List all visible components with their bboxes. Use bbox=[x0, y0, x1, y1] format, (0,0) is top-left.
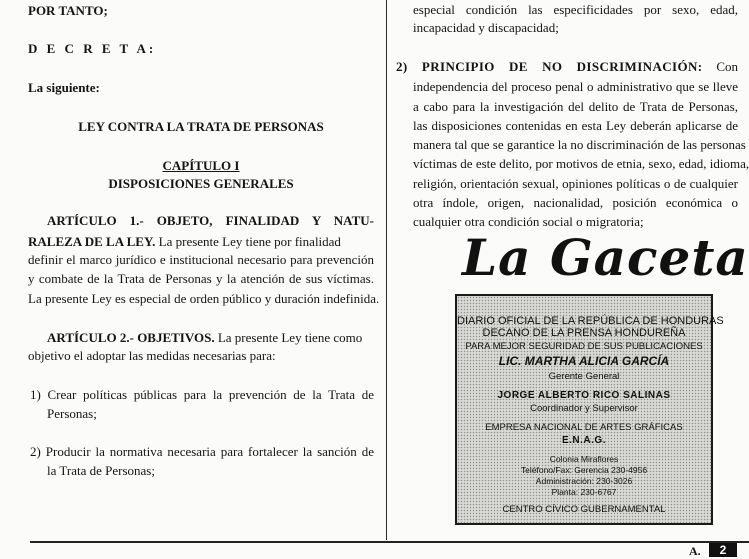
masthead-line: Gerente General bbox=[548, 371, 620, 382]
principle-2-text: Con bbox=[702, 59, 739, 74]
principle-2-line: cualquier otra condición social o migratoria; bbox=[413, 214, 644, 229]
continuation-line: especial condición las especificidades por sexo, edad, bbox=[413, 2, 738, 17]
column-divider bbox=[386, 0, 387, 540]
principle-2-line: víctimas de este delito, por motivos de etnia, sexo, edad, idioma, bbox=[413, 156, 749, 171]
masthead-director: LIC. MARTHA ALICIA GARCÍA bbox=[498, 354, 670, 368]
masthead-line: Coordinador y Supervisor bbox=[530, 403, 638, 414]
masthead-line: Planta: 230-6767 bbox=[551, 487, 617, 497]
masthead-line: DIARIO OFICIAL DE LA REPÚBLICA DE HONDURAS bbox=[457, 315, 724, 327]
chapter-subtitle: DISPOSICIONES GENERALES bbox=[108, 176, 294, 191]
decreta: D E C R E T A: bbox=[28, 41, 157, 56]
principle-2-line: religión, orientación sexual, opiniones políticas o de cualquier bbox=[413, 176, 738, 191]
article-2-line: objetivo el adoptar las medidas necesarias para: bbox=[28, 348, 276, 363]
list-item-2-line: 2) Producir la normativa necesaria para fortalecer la sanción de bbox=[30, 444, 374, 459]
article-2-text: La presente Ley tiene como bbox=[214, 330, 363, 345]
article-1-line bbox=[28, 233, 374, 251]
principle-2-line: otra índole, origen, nacionalidad, posición económica o bbox=[413, 195, 738, 210]
principle-2-line: independencia del proceso penal o administrativo que se lleve bbox=[413, 79, 738, 94]
masthead-line: E.N.A.G. bbox=[561, 435, 606, 446]
masthead-line: CENTRO CÍVICO GUBERNAMENTAL bbox=[502, 504, 666, 515]
masthead-box bbox=[455, 294, 724, 525]
law-title: LEY CONTRA LA TRATA DE PERSONAS bbox=[78, 119, 324, 134]
la-gaceta-logo: La Gaceta bbox=[462, 228, 749, 287]
article-1-text: La presente Ley tiene por finalidad bbox=[155, 234, 341, 249]
list-item-1-line: 1) Crear políticas públicas para la prevención de la Trata de bbox=[30, 387, 374, 402]
principle-2-line: a cabo para la investigación del delito de Trata de Personas, bbox=[413, 99, 738, 114]
masthead-line: Administración: 230-3026 bbox=[535, 476, 633, 486]
masthead-coordinator: JORGE ALBERTO RICO SALINAS bbox=[497, 390, 671, 401]
section-label: A. bbox=[689, 544, 701, 558]
la-siguiente: La siguiente: bbox=[28, 80, 100, 95]
principle-2-line: las disposiciones contenidas en esta Ley deberán aplicarse de bbox=[413, 118, 738, 133]
continuation-line: incapacidad y discapacidad; bbox=[413, 20, 559, 35]
article-1-line: y combate de la Trata de Personas y la atención de sus víctimas. bbox=[28, 271, 374, 286]
masthead-line: Colonia Miraflores bbox=[549, 454, 619, 464]
article-1-line: La presente Ley es especial de orden público y duración indefinida. bbox=[28, 291, 380, 306]
chapter-title: CAPÍTULO I bbox=[162, 158, 240, 173]
masthead-line: EMPRESA NACIONAL DE ARTES GRÁFICAS bbox=[485, 422, 683, 433]
masthead-line: DECANO DE LA PRENSA HONDUREÑA bbox=[482, 327, 686, 339]
article-1-line: definir el marco jurídico e institucional necesario para prevención bbox=[28, 252, 374, 267]
masthead-line: Teléfono/Fax: Gerencia 230-4956 bbox=[520, 465, 648, 475]
list-item-2-line: la Trata de Personas; bbox=[47, 463, 155, 478]
article-2-heading: ARTÍCULO 2.- OBJETIVOS. bbox=[47, 330, 215, 345]
article-1-heading: ARTÍCULO 1.- OBJETO, FINALIDAD Y NATU- bbox=[47, 213, 374, 228]
article-2-line bbox=[47, 329, 362, 347]
por-tanto: POR TANTO; bbox=[28, 3, 108, 18]
principle-2-line bbox=[396, 58, 738, 76]
article-1-heading-end: RALEZA DE LA LEY. bbox=[28, 234, 156, 249]
masthead-line: PARA MEJOR SEGURIDAD DE SUS PUBLICACIONES bbox=[465, 341, 703, 352]
page-number: 2 bbox=[709, 543, 737, 557]
list-item-1-line: Personas; bbox=[47, 406, 97, 421]
footer-rule bbox=[30, 541, 749, 543]
principle-2-heading: 2) PRINCIPIO DE NO DISCRIMINACIÓN: bbox=[396, 59, 703, 74]
principle-2-line: manera tal que se garantice la no discriminación de las personas bbox=[413, 137, 746, 152]
